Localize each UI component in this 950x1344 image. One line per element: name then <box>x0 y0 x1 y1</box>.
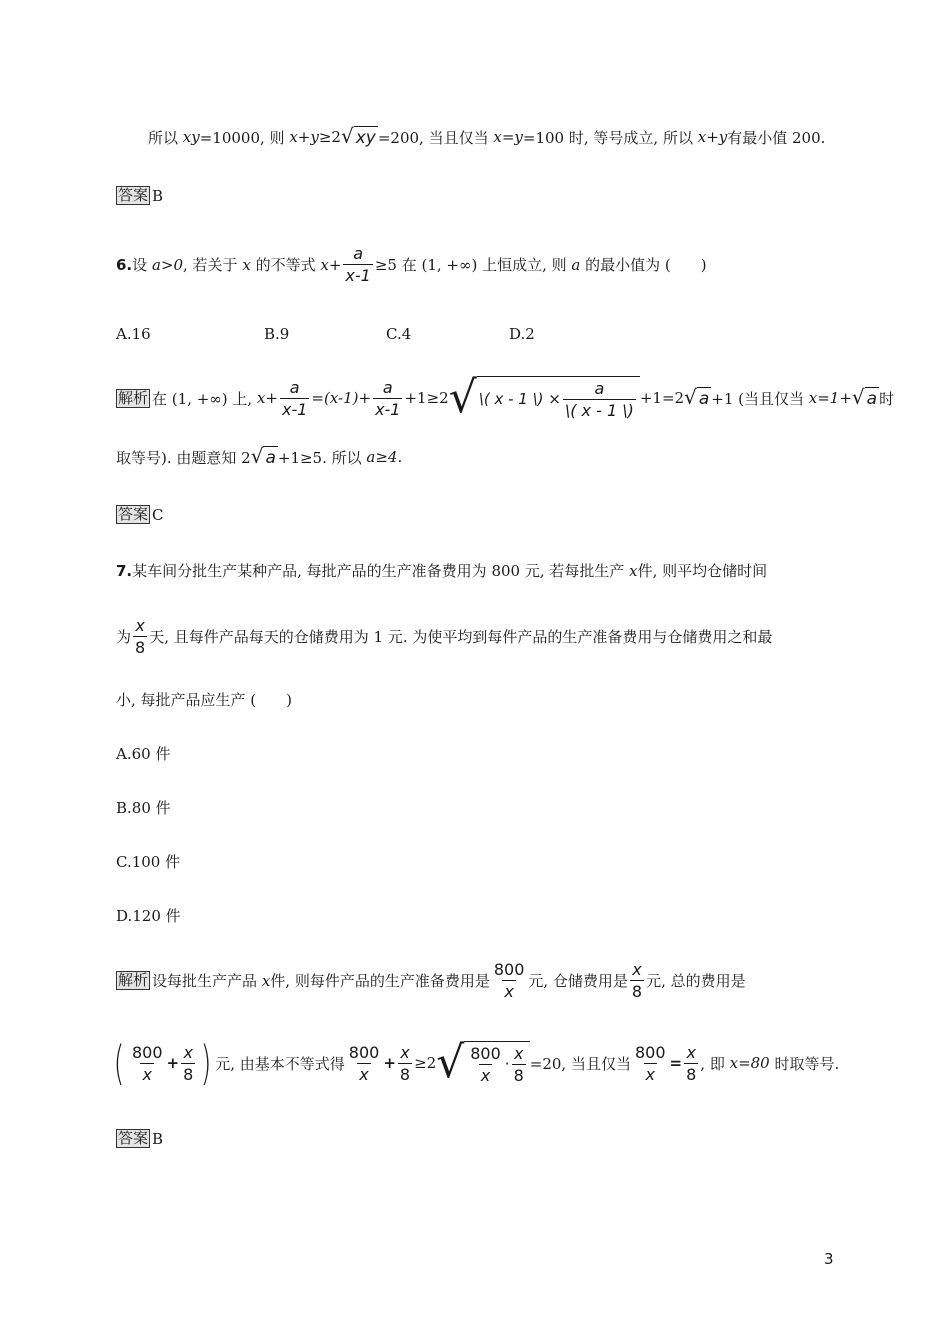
text: , 即 <box>700 1054 725 1073</box>
math: x=80 <box>729 1054 770 1072</box>
option-label: C.100 件 <box>116 853 181 871</box>
solution-label: 解析 <box>118 971 149 989</box>
text: =20, 当且仅当 <box>529 1054 631 1073</box>
math: x+ <box>256 389 278 407</box>
numerator: 800 <box>348 1042 380 1062</box>
sqrt-product: √ \( x - 1 \) × $\frac{a}{\backslash( x - 1 \backslash)}$ <box>449 376 640 420</box>
fraction-x-over-8 <box>398 1043 412 1084</box>
right-paren: ) <box>200 1036 212 1090</box>
math-x-plus-y: x+y <box>289 128 319 146</box>
fraction <box>280 378 309 419</box>
answer-label: 答案 <box>118 186 149 204</box>
sqrt-product: √ $\frac{800}{x}$ · $\frac{x}{8}$ <box>436 1041 530 1085</box>
sqrt-a: √ a <box>684 385 710 409</box>
numerator: a <box>353 244 364 263</box>
numerator: 800 <box>131 1042 163 1062</box>
question-7-line-2 <box>116 616 772 657</box>
solution-label: 解析 <box>118 388 149 407</box>
option-label: A.60 件 <box>116 745 171 763</box>
fraction-800-over-x <box>130 1043 165 1084</box>
fraction-x-over-8 <box>630 960 644 1001</box>
text: 某车间分批生产某种产品, 每批产品的生产准备费用为 800 元, 若每批生产 <box>132 562 625 580</box>
text: +1=2 <box>639 389 685 407</box>
denominator: \( x - 1 \) <box>564 400 634 420</box>
numerator: a <box>382 377 393 397</box>
numerator: 800 <box>634 1042 666 1062</box>
math-xy: xy <box>182 128 200 146</box>
denominator: 8 <box>399 1064 411 1084</box>
text: 时取等号. <box>774 1054 840 1073</box>
fraction <box>373 378 402 419</box>
text: =100 时, 等号成立, 所以 <box>522 128 693 147</box>
denominator: x-1 <box>375 399 401 419</box>
fraction-800-over-x <box>468 1044 503 1085</box>
text: 件, 则每件产品的生产准备费用是 <box>270 972 490 990</box>
denominator: 8 <box>631 982 643 1001</box>
text: +1≥5. 所以 <box>277 448 362 467</box>
question-6 <box>116 244 707 285</box>
numerator: a <box>289 377 300 397</box>
fraction-x-over-8 <box>133 616 147 657</box>
text: , 若关于 <box>183 256 238 274</box>
math-x-eq-y: x=y <box>493 128 523 146</box>
text: 元, 总的费用是 <box>646 972 746 990</box>
radicand: a <box>265 448 276 468</box>
text: 所以 <box>148 128 179 147</box>
option-b[interactable]: B.9 <box>264 325 290 343</box>
fraction-x-over-8 <box>181 1043 195 1084</box>
denominator: x-1 <box>345 266 371 285</box>
answer-label: 答案 <box>118 505 149 523</box>
denominator: 8 <box>513 1065 524 1085</box>
solution-6-line-2 <box>116 446 402 468</box>
denominator: x-1 <box>281 399 308 419</box>
text: 元, 由基本不等式得 <box>215 1054 345 1073</box>
numerator: x <box>135 616 145 635</box>
math: x <box>261 971 271 990</box>
text: =10000, 则 <box>199 128 285 147</box>
denominator: x <box>142 1064 152 1084</box>
denominator: 8 <box>135 638 146 657</box>
text: 时 <box>879 389 895 408</box>
fraction <box>563 379 636 420</box>
question-number: 6. <box>116 255 133 274</box>
text: 设 <box>132 256 148 274</box>
fraction-a-over-x-1 <box>343 244 372 285</box>
text: 件, 则平均仓储时间 <box>637 562 768 580</box>
numerator: x <box>632 960 642 979</box>
option-c[interactable]: C.4 <box>386 325 412 343</box>
radicand-left: \( x - 1 \) × <box>478 390 561 408</box>
numerator: x <box>183 1042 193 1062</box>
math-x-plus-y: x+y <box>697 128 728 146</box>
option-a[interactable] <box>116 743 170 764</box>
answer-7 <box>116 1129 163 1148</box>
denominator: x <box>504 982 514 1001</box>
fraction-800-over-x <box>633 1043 668 1084</box>
math: x=1+ <box>808 389 852 407</box>
solution-7-line-2 <box>110 1036 840 1090</box>
answer-label: 答案 <box>118 1129 149 1147</box>
question-7-line-3 <box>116 689 292 710</box>
text: 取等号). 由题意知 2 <box>116 448 251 467</box>
question-6-options <box>116 325 535 343</box>
text: 的不等式 <box>255 256 316 274</box>
sqrt-a: √ a <box>851 385 878 409</box>
equals: = <box>669 1054 683 1072</box>
text: 元, 仓储费用是 <box>528 972 628 990</box>
math: a <box>571 255 581 274</box>
sqrt-xy: √ xy <box>340 124 376 148</box>
denominator: x <box>359 1064 369 1084</box>
answer-6 <box>116 505 164 524</box>
math: a>0 <box>151 255 183 274</box>
text: 设每批生产产品 <box>152 972 258 990</box>
answer-5 <box>116 186 163 205</box>
question-7-line-1 <box>116 560 767 581</box>
numerator: 800 <box>470 1043 501 1063</box>
page-number: 3 <box>824 1250 834 1268</box>
fraction-800-over-x <box>347 1043 382 1084</box>
numerator: 800 <box>493 960 525 979</box>
numerator: x <box>513 1043 524 1063</box>
question-number: 7. <box>116 561 133 580</box>
plus: + <box>166 1054 180 1072</box>
left-paren: ( <box>113 1036 125 1090</box>
option-d[interactable] <box>116 905 181 926</box>
text: =200, 当且仅当 <box>377 128 489 147</box>
math: =(x-1)+ <box>311 389 372 407</box>
text: 的最小值为 ( ) <box>585 256 707 274</box>
radicand: a <box>698 389 710 409</box>
text: ≥2 <box>414 1054 437 1072</box>
option-label: B.80 件 <box>116 799 171 817</box>
option-d[interactable]: D.2 <box>509 325 535 343</box>
solution-6-line-1 <box>116 372 895 423</box>
denominator: x <box>480 1065 491 1085</box>
denominator: x <box>645 1064 655 1084</box>
option-a[interactable]: A.16 <box>116 325 151 343</box>
text: 有最小值 200. <box>727 128 826 147</box>
answer-value: B <box>152 1129 164 1148</box>
math: x+ <box>320 255 342 274</box>
option-b[interactable] <box>116 797 171 818</box>
fraction-800-over-x <box>492 960 527 1001</box>
solution-7-line-1 <box>116 960 746 1001</box>
math: a≥4. <box>366 448 403 466</box>
radicand: xy <box>355 128 376 148</box>
option-c[interactable] <box>116 851 180 872</box>
numerator: a <box>594 378 605 398</box>
text: 小, 每批产品应生产 ( ) <box>116 691 293 709</box>
radicand: a <box>866 389 878 409</box>
text: 天, 且每件产品每天的仓储费用为 1 元. 为使平均到每件产品的生产准备费用与仓储费用之和最 <box>149 628 773 646</box>
fraction-x-over-8 <box>512 1044 526 1085</box>
numerator: x <box>400 1042 410 1062</box>
math: x <box>629 561 638 580</box>
text: 为 <box>116 628 132 646</box>
text: ≥5 在 (1, +∞) 上恒成立, 则 <box>374 256 567 274</box>
answer-value: B <box>152 186 164 205</box>
math: x <box>242 255 251 274</box>
text: ≥2 <box>318 128 341 146</box>
plus: + <box>383 1054 396 1072</box>
dot: · <box>504 1055 510 1073</box>
denominator: 8 <box>183 1064 194 1084</box>
sqrt-a: √ a <box>250 444 276 468</box>
answer-value: C <box>152 505 164 524</box>
text: +1 (当且仅当 <box>711 389 804 408</box>
text: +1≥2 <box>404 389 449 407</box>
numerator: x <box>686 1042 696 1062</box>
solution-5-line <box>148 126 825 148</box>
option-label: D.120 件 <box>116 907 181 925</box>
denominator: 8 <box>686 1064 697 1084</box>
text: 在 (1, +∞) 上, <box>152 389 253 408</box>
fraction-x-over-8 <box>684 1043 698 1084</box>
